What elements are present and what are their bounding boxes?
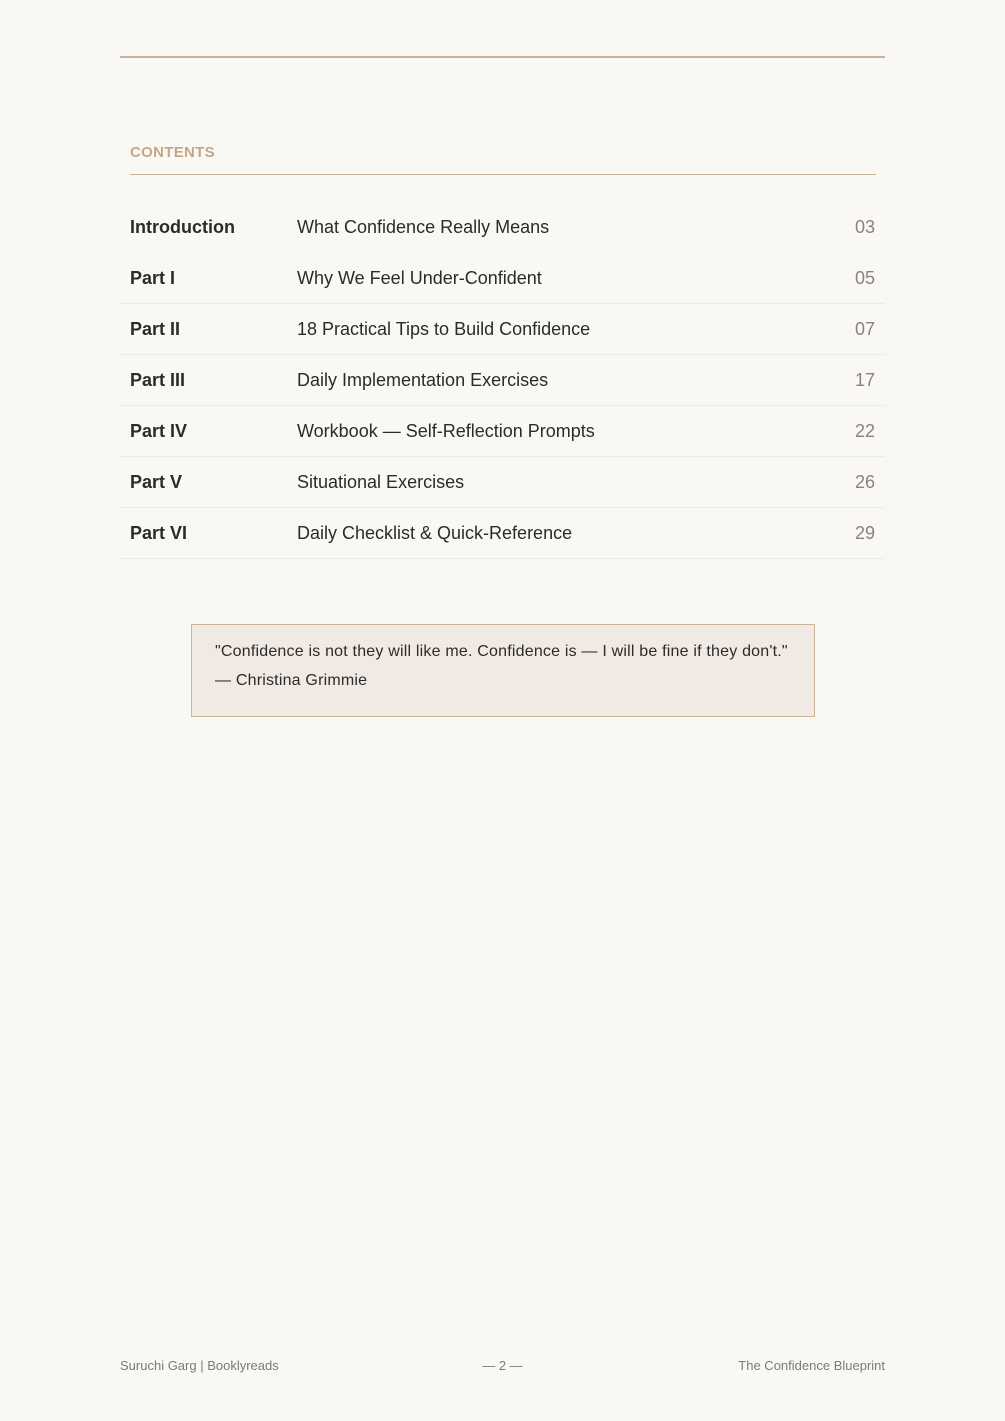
toc-entry-title: 18 Practical Tips to Build Confidence	[297, 319, 591, 339]
top-divider	[120, 56, 885, 58]
contents-heading: CONTENTS	[130, 144, 215, 161]
toc-page-number: 03	[854, 217, 875, 237]
toc-entry-title: What Confidence Really Means	[297, 217, 550, 237]
toc-entry-part-6[interactable]	[120, 508, 885, 559]
toc-entry-part-2[interactable]	[120, 304, 885, 355]
toc-entry-part-4[interactable]	[120, 406, 885, 457]
toc-page-number: 05	[854, 268, 875, 288]
footer-book-title: The Confidence Blueprint	[738, 1358, 885, 1373]
toc-entry-introduction[interactable]	[120, 202, 885, 253]
toc-entry-title: Workbook — Self-Reflection Prompts	[297, 421, 595, 441]
toc-page-number: 26	[854, 472, 875, 492]
table-of-contents	[120, 202, 885, 559]
toc-entry-title: Daily Implementation Exercises	[297, 370, 549, 390]
footer-author: Suruchi Garg | Booklyreads	[120, 1358, 279, 1373]
toc-part-label: Part IV	[130, 421, 188, 441]
toc-part-label: Part I	[130, 268, 176, 288]
toc-entry-title: Daily Checklist & Quick-Reference	[297, 523, 573, 543]
toc-entry-title: Situational Exercises	[297, 472, 465, 492]
toc-part-label: Part III	[130, 370, 186, 390]
toc-part-label: Introduction	[130, 217, 235, 237]
toc-part-label: Part V	[130, 472, 183, 492]
toc-page-number: 17	[854, 370, 875, 390]
toc-part-label: Part VI	[130, 523, 188, 543]
toc-entry-part-5[interactable]	[120, 457, 885, 508]
contents-divider	[130, 174, 876, 175]
toc-page-number: 07	[854, 319, 875, 339]
toc-entry-part-1[interactable]	[120, 253, 885, 304]
toc-part-label: Part II	[130, 319, 181, 339]
toc-entry-part-3[interactable]	[120, 355, 885, 406]
toc-page-number: 22	[854, 421, 875, 441]
toc-page-number: 29	[854, 523, 875, 543]
quote-text: "Confidence is not they will like me. Confidence is — I will be fine if they don't." — Christina Grimmie	[215, 643, 788, 689]
quote-callout	[191, 624, 815, 717]
footer-page-number: — 2 —	[482, 1358, 523, 1373]
toc-entry-title: Why We Feel Under-Confident	[297, 268, 542, 288]
